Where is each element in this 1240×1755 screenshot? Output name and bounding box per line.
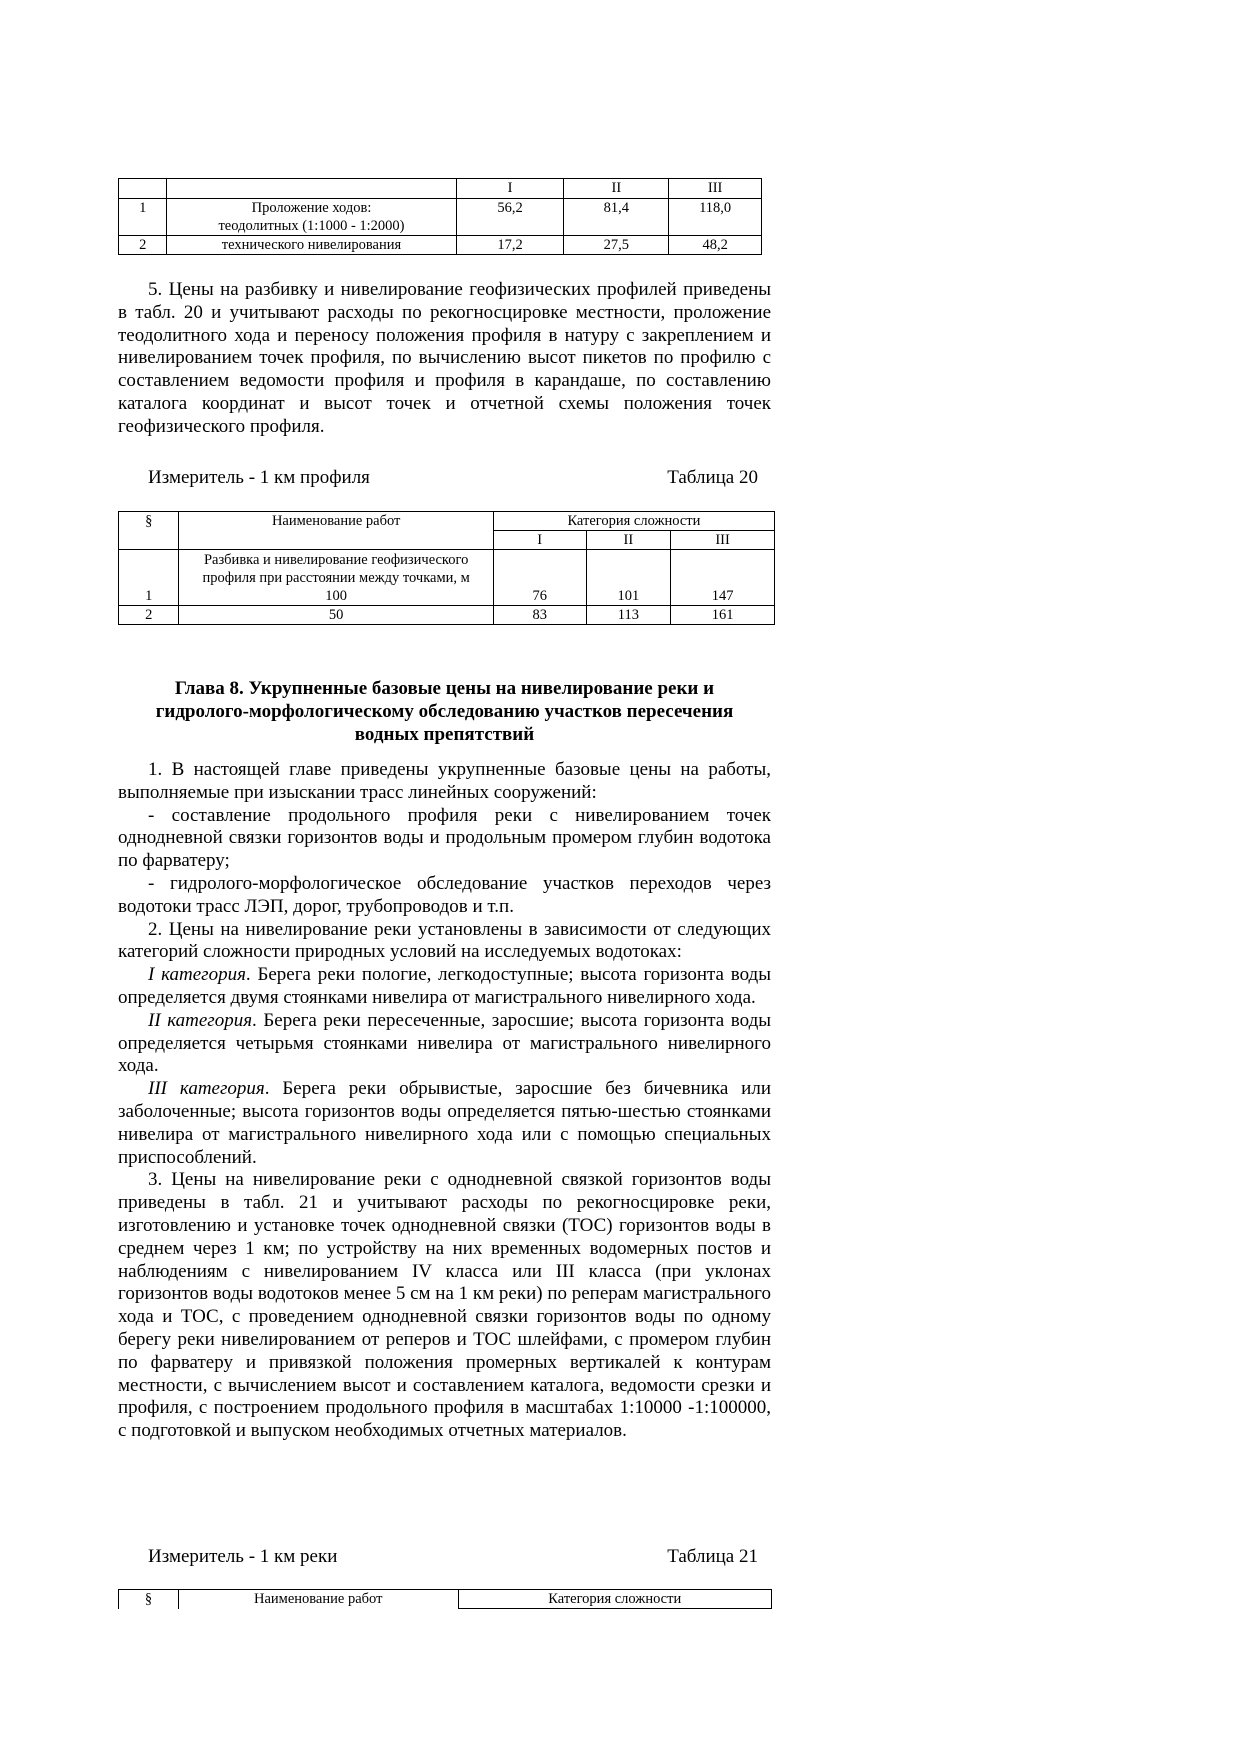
category-label: III категория [148, 1078, 265, 1100]
table-number-label: Таблица 20 [667, 467, 758, 488]
row-name-line: Разбивка и нивелирование геофизического [203, 552, 469, 568]
row-name-line: Проложение ходов: [251, 200, 372, 216]
header-cell: III [669, 179, 762, 199]
header-cell-category: Категория сложности [458, 1590, 772, 1609]
measure-label: Измеритель - 1 км реки [148, 1546, 338, 1567]
row-name [167, 199, 456, 236]
paragraph-text: 1. В настоящей главе приведены укрупненные базовые цены на работы, выполняемые при изыскании трасс линейных сооружений: [118, 759, 771, 803]
row-name: 50 [179, 606, 493, 625]
value-cell: 113 [586, 606, 671, 625]
row-name [179, 550, 493, 606]
value-cell: 147 [671, 550, 775, 606]
table-row [119, 550, 775, 606]
table-20 [118, 511, 775, 625]
header-cell [119, 179, 167, 199]
measure-label: Измеритель - 1 км профиля [148, 467, 370, 488]
category-text: . Берега реки обрывистые, заросшие без бичевника или заболоченные; высота горизонтов воды определяется пятью-шестью стоянками нивелира от магистрального нивелирного хода или с помощью специальных приспособлений. [118, 1078, 771, 1168]
header-cell-num: § [119, 512, 179, 550]
table-21 [118, 1589, 772, 1609]
value-cell: 27,5 [564, 236, 669, 255]
table-header-row [119, 179, 762, 199]
category-cell: II [586, 531, 671, 550]
paragraph-5 [118, 279, 771, 439]
value-cell: 48,2 [669, 236, 762, 255]
chapter-heading-line: гидролого-морфологическому обследованию участков пересечения [155, 701, 734, 722]
paragraph-text: 3. Цены на нивелирование реки с однодневной связкой горизонтов воды приведены в табл. 21 и учитывают расходы по рекогносцировке реки, изготовлению и установке точек однодневной связки (ТОС) горизонтов воды в среднем через 1 км; по устройству на них временных водомерных постов и наблюдениям с нивелированием IV класса или III класса (при уклонах горизонтов воды водотоков менее 5 см на 1 км реки) по реперам магистрального хода и ТОС, с проведением однодневной связки горизонтов воды по одному берегу реки нивелированием от реперов и ТОС шлейфами, с промером глубин по фарватеру и привязкой положения промерных вертикалей к контурам местности, с вычислением высот и составлением каталога, ведомости срезки и профиля, с построением продольного профиля в масштабах 1:10000 -1:100000, с подготовкой и выпуском необходимых отчетных материалов. [118, 1169, 771, 1442]
header-cell-category: Категория сложности [493, 512, 774, 531]
category-label: I категория [148, 964, 246, 986]
row-number: 1 [119, 199, 167, 236]
table-header-row [119, 512, 775, 531]
row-name-line: теодолитных (1:1000 - 1:2000) [218, 218, 405, 234]
header-cell-num: § [119, 1590, 179, 1609]
chapter-heading-line: Глава 8. Укрупненные базовые цены на нивелирование реки и [174, 678, 715, 699]
paragraph-text: - составление продольного профиля реки с нивелированием точек однодневной связки горизонтов воды и продольным промером глубин водотока по фарватеру; [118, 804, 771, 872]
header-cell: I [456, 179, 564, 199]
table-number-label: Таблица 21 [667, 1546, 758, 1567]
table-row [119, 199, 762, 236]
value-cell: 76 [493, 550, 586, 606]
chapter-body [118, 759, 771, 1443]
value-cell: 83 [493, 606, 586, 625]
row-number: 2 [119, 606, 179, 625]
value-cell: 56,2 [456, 199, 564, 236]
category-text: . Берега реки пологие, легкодоступные; высота горизонта воды определяется двумя стоянками нивелира от магистрального нивелирного хода. [118, 964, 771, 1008]
value-cell: 81,4 [564, 199, 669, 236]
paragraph-text: - гидролого-морфологическое обследование участков переходов через водотоки трасс ЛЭП, дорог, трубопроводов и т.п. [118, 872, 771, 917]
value-cell: 118,0 [669, 199, 762, 236]
category-label: II категория [148, 1009, 253, 1031]
category-paragraph [118, 1078, 771, 1169]
category-text: . Берега реки пересеченные, заросшие; высота горизонта воды определяется четырьмя стоянками нивелира от магистрального нивелирного хода. [118, 1009, 772, 1077]
row-name-line: профиля при расстоянии между точками, м [202, 570, 470, 586]
chapter-heading-line: водных препятствий [354, 724, 535, 745]
paragraph-text: 5. Цены на разбивку и нивелирование геофизических профилей приведены в табл. 20 и учитывают расходы по рекогносцировке местности, проложение теодолитного хода и переносу положения профиля в натуру с закреплением и нивелированием точек профиля, по вычислению высот пикетов по профилю с составлением ведомости профиля и профиля в карандаше, по составлению каталога координат и высот точек и отчетной схемы положения точек геофизического профиля. [118, 279, 771, 437]
header-cell-name: Наименование работ [179, 512, 493, 550]
row-name: технического нивелирования [167, 236, 456, 255]
table-row [119, 606, 775, 625]
paragraph-text: 2. Цены на нивелирование реки установлены в зависимости от следующих категорий сложности природных условий на исследуемых водотоках: [118, 918, 771, 963]
measure-line-21 [148, 1545, 758, 1568]
value-cell: 101 [586, 550, 671, 606]
value-cell: 17,2 [456, 236, 564, 255]
row-name-line: 100 [325, 588, 348, 604]
header-cell [167, 179, 456, 199]
category-paragraph [118, 964, 771, 1010]
value-cell: 161 [671, 606, 775, 625]
category-cell: III [671, 531, 775, 550]
header-cell-name: Наименование работ [178, 1590, 458, 1609]
row-number: 1 [119, 550, 179, 606]
measure-line-20 [148, 466, 758, 489]
category-paragraph [118, 1010, 771, 1078]
table-continuation [118, 178, 762, 255]
table-row [119, 236, 762, 255]
row-number: 2 [119, 236, 167, 255]
table-header-row [119, 1590, 772, 1609]
category-cell: I [493, 531, 586, 550]
chapter-heading [118, 677, 771, 746]
header-cell: II [564, 179, 669, 199]
